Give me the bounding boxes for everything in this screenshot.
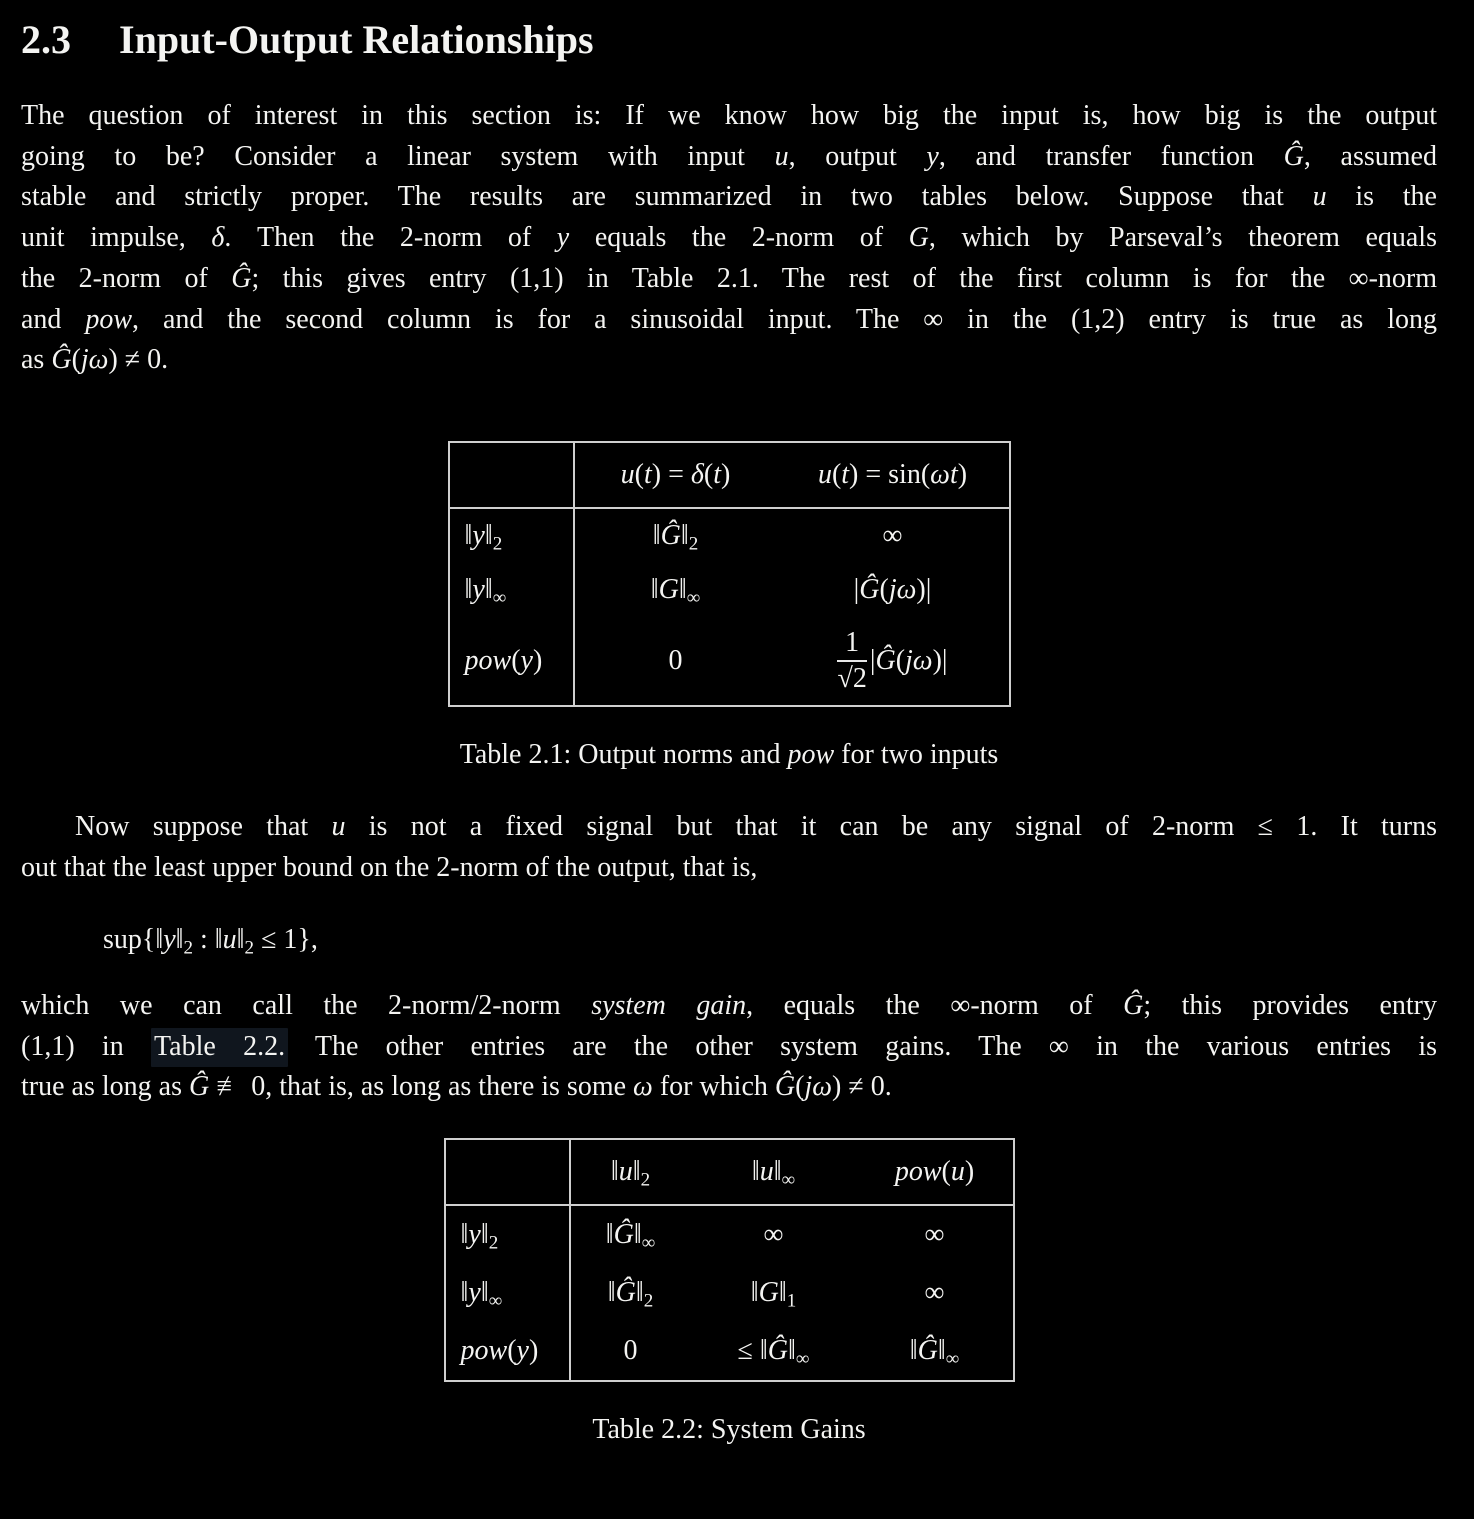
table-2-2-block (21, 1138, 1437, 1446)
table-cell: $‖G‖_\infty$ (650, 573, 701, 609)
text-line: stable and strictly proper. The results are summarized in two tables below. Suppose that u is the (21, 181, 1437, 213)
text-line: as Ĝ(jω) ≠ 0. (21, 344, 169, 376)
fraction-numerator: 1 (837, 628, 866, 662)
row-label: $‖y‖_\infty$ (449, 563, 574, 617)
column-header-impulse: u(t) = δ(t) (620, 458, 731, 490)
text-line: and pow, and the second column is for a sinusoidal input. The ∞ in the (1,2) entry is true as long (21, 303, 1437, 335)
table-cell: ∞ (882, 519, 903, 551)
table-row (449, 563, 1010, 617)
row-label: $‖y‖_2$ (445, 1205, 570, 1264)
table-2-2-caption: Table 2.2: System Gains (592, 1413, 866, 1445)
table-cell: $‖Ĝ‖_\infty$ (605, 1218, 656, 1254)
text-line: out that the least upper bound on the 2-norm of the output, that is, (21, 852, 758, 884)
table-cell: ∞ (924, 1218, 945, 1250)
table-cell: 0 (668, 645, 683, 677)
paragraph-signal (21, 807, 1437, 888)
row-label: $‖y‖_\infty$ (445, 1264, 570, 1322)
table-cell: $‖Ĝ‖_\infty$ (909, 1334, 960, 1370)
table-row (449, 617, 1010, 706)
table-cell: ∞ (763, 1218, 784, 1250)
fraction-cell (777, 617, 1010, 706)
table-2-1 (448, 441, 1011, 707)
table-corner-cell (445, 1139, 570, 1205)
section-number: 2.3 (21, 17, 71, 62)
row-label: pow(y) (445, 1322, 570, 1381)
text-line: (1,1) in Table 2.2. The other entries are the other system gains. The ∞ in the various entries is (21, 1027, 1437, 1068)
table-row (449, 508, 1010, 563)
table-row (445, 1322, 1014, 1381)
section-heading (21, 18, 1437, 62)
table-corner-cell (449, 442, 574, 508)
text-line: Now suppose that u is not a fixed signal but that it can be any signal of 2-norm ≤ 1. It turns (75, 811, 1437, 843)
table-2-1-caption: Table 2.1: Output norms and pow for two inputs (459, 739, 999, 771)
text-line: the 2-norm of Ĝ; this gives entry (1,1) in Table 2.1. The rest of the first column is for the ∞-norm (21, 262, 1437, 294)
text-line: true as long as Ĝ ≢ 0, that is, as long as there is some ω for which Ĝ(jω) ≠ 0. (21, 1071, 892, 1103)
table-2-2-link[interactable]: Table 2.2. (151, 1028, 288, 1067)
column-header-u2: $‖u‖_2$ (610, 1155, 651, 1191)
paragraph-intro (21, 96, 1437, 381)
table-cell: $‖Ĝ‖_2$ (652, 519, 699, 555)
column-header-sinusoid: u(t) = sin(ωt) (817, 458, 968, 490)
text-line: The question of interest in this section is: If we know how big the input is, how big is the output (21, 100, 1437, 131)
section-title: Input-Output Relationships (119, 17, 594, 62)
table-cell: $‖G‖_1$ (750, 1276, 797, 1312)
table-header-row (449, 442, 1010, 508)
column-header-uinf: $‖u‖_\infty$ (751, 1155, 796, 1191)
text-line: which we can call the 2-norm/2-norm system gain, equals the ∞-norm of Ĝ; this provides entry (21, 989, 1438, 1021)
fraction-denominator: √2 (837, 663, 867, 695)
table-cell: |Ĝ(jω)| (853, 573, 932, 605)
paragraph-gains (21, 986, 1437, 1108)
table-2-2 (444, 1138, 1015, 1382)
text-line: going to be? Consider a linear system with input u, output y, and transfer function Ĝ, assumed (21, 140, 1437, 172)
display-equation: $sup\{‖y‖_2$ : $‖u‖_2 \le 1$}, (103, 923, 318, 959)
table-2-1-block (21, 441, 1437, 771)
text-line: unit impulse, δ. Then the 2-norm of y equals the 2-norm of G, which by Parseval’s theorem equals (21, 222, 1437, 254)
table-cell: 0 (623, 1334, 638, 1366)
fraction-rest: |Ĝ(jω)| (869, 645, 948, 677)
fraction (837, 628, 866, 694)
table-cell: ∞ (924, 1276, 945, 1308)
table-row (445, 1264, 1014, 1322)
table-cell: ≤ $‖Ĝ‖_\infty$ (737, 1334, 810, 1370)
table-header-row (445, 1139, 1014, 1205)
table-row (445, 1205, 1014, 1264)
table-cell: $‖Ĝ‖_2$ (607, 1276, 654, 1312)
row-label: $‖y‖_2$ (449, 508, 574, 563)
column-header-powu: pow(u) (894, 1155, 975, 1187)
row-label: pow(y) (449, 617, 574, 706)
